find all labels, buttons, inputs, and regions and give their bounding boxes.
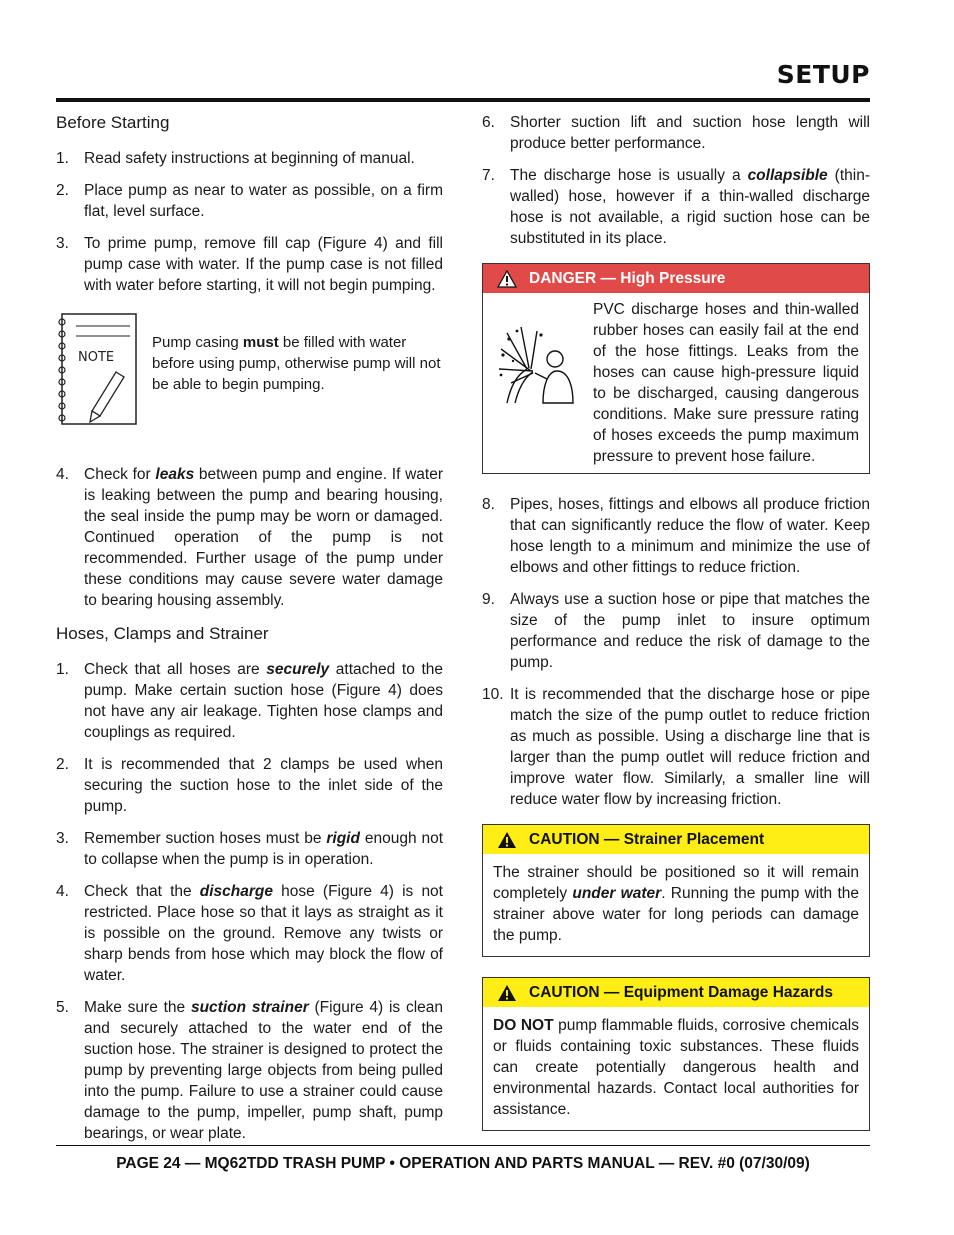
footer-rule bbox=[56, 1145, 870, 1146]
hoses-list-cont bbox=[482, 112, 870, 249]
warning-triangle-icon bbox=[497, 270, 517, 288]
hoses-heading: Hoses, Clamps and Strainer bbox=[56, 624, 269, 643]
hoses-list bbox=[56, 659, 443, 1144]
caution-strainer-box bbox=[482, 824, 870, 957]
warning-triangle-icon bbox=[497, 831, 517, 849]
list-item: 4. Check that the discharge hose (Figure 4) is not restricted. Place hose so that it lays as straight as it is possible on the ground. Remove any twists or sharp bends from hose which may block the flow of water. bbox=[56, 883, 443, 984]
left-column bbox=[56, 112, 443, 1155]
hoses-list-cont-2 bbox=[482, 494, 870, 810]
danger-box bbox=[482, 263, 870, 474]
note-callout bbox=[56, 312, 443, 426]
list-item: 2. Place pump as near to water as possible, on a firm flat, level surface. bbox=[56, 182, 443, 220]
before-starting-list-cont bbox=[56, 464, 443, 611]
header-rule bbox=[56, 98, 870, 102]
list-item: 6. Shorter suction lift and suction hose length will produce better performance. bbox=[482, 114, 870, 152]
caution-equipment-title: CAUTION — Equipment Damage Hazards bbox=[529, 984, 834, 1001]
caution-equipment-text: DO NOT pump flammable fluids, corrosive chemicals or fluids containing toxic substances. These fluids can create potentially dangerous health and environmental hazards. Contact local authorities for assistance. bbox=[493, 1017, 859, 1118]
list-item: 3. To prime pump, remove fill cap (Figure 4) and fill pump case with water. If the pump case is not filled with water before starting, it will not begin pumping. bbox=[56, 235, 443, 294]
before-starting-heading: Before Starting bbox=[56, 113, 170, 132]
list-item: 1. Read safety instructions at beginning of manual. bbox=[56, 150, 415, 167]
list-item: 2. It is recommended that 2 clamps be used when securing the suction hose to the inlet side of the pump. bbox=[56, 756, 443, 815]
caution-equipment-box bbox=[482, 977, 870, 1131]
list-item: 10. It is recommended that the discharge hose or pipe match the size of the pump outlet to reduce friction as much as possible. Using a discharge line that is larger than the pump outlet will reduce friction and improve water flow. Similarly, a smaller line will reduce water flow by increasing friction. bbox=[482, 686, 870, 808]
list-item: 9. Always use a suction hose or pipe that matches the size of the pump inlet to insure optimum performance and reduce the risk of damage to the pump. bbox=[482, 591, 870, 671]
caution-strainer-text: The strainer should be positioned so it will remain completely under water. Running the pump with the strainer above water for long periods can damage the pump. bbox=[493, 864, 859, 944]
caution-strainer-title: CAUTION — Strainer Placement bbox=[529, 831, 765, 848]
danger-header bbox=[483, 264, 869, 293]
list-item: 5. Make sure the suction strainer (Figure 4) is clean and securely attached to the water end of the suction hose. The strainer is designed to protect the pump by preventing large objects from being pulled into the pump. Failure to use a strainer could cause damage to the pump, impeller, pump shaft, pump bearings, or wear plate. bbox=[56, 999, 444, 1142]
list-item: 8. Pipes, hoses, fittings and elbows all produce friction that can significantly reduce the flow of water. Keep hose length to a minimum and minimize the use of elbows and other fittings to reduce friction. bbox=[482, 496, 870, 576]
list-item: 1. Check that all hoses are securely attached to the pump. Make certain suction hose (Figure 4) does not have any air leakage. Tighten hose clamps and couplings as required. bbox=[56, 661, 443, 741]
notepad-pencil-icon bbox=[56, 312, 138, 426]
warning-triangle-icon bbox=[497, 984, 517, 1002]
page-title: SETUP bbox=[776, 60, 870, 89]
danger-text: PVC discharge hoses and thin-walled rubber hoses can easily fail at the end of the hose fittings. Leaks from the hoses can cause high-pressure liquid to be discharged, causing dangerous conditions. Make sure pressure rating of hoses exceeds the pump maximum pressure to prevent hose failure. bbox=[593, 301, 859, 465]
note-label: NOTE bbox=[78, 350, 115, 365]
list-item: 4. Check for leaks between pump and engine. If water is leaking between the pump and bearing housing, the seal inside the pump may be worn or damaged. Continued operation of the pump is not recommended. Further usage of the pump under these conditions may cause severe water damage to bearing housing assembly. bbox=[56, 466, 443, 609]
list-item: 3. Remember suction hoses must be rigid enough not to collapse when the pump is in operation. bbox=[56, 830, 443, 868]
caution-strainer-header bbox=[483, 825, 869, 854]
caution-equipment-header bbox=[483, 978, 869, 1007]
page-footer: PAGE 24 — MQ62TDD TRASH PUMP • OPERATION AND PARTS MANUAL — REV. #0 (07/30/09) bbox=[116, 1155, 810, 1172]
high-pressure-spray-icon bbox=[497, 325, 577, 405]
note-text: Pump casing must be filled with water before using pump, otherwise pump will not be able to begin pumping. bbox=[152, 334, 441, 393]
right-column bbox=[482, 112, 870, 1151]
list-item: 7. The discharge hose is usually a collapsible (thin-walled) hose, however if a thin-walled discharge hose is not available, a rigid suction hose can be substituted in its place. bbox=[482, 167, 870, 247]
before-starting-list bbox=[56, 148, 443, 296]
danger-title: DANGER — High Pressure bbox=[529, 270, 726, 287]
